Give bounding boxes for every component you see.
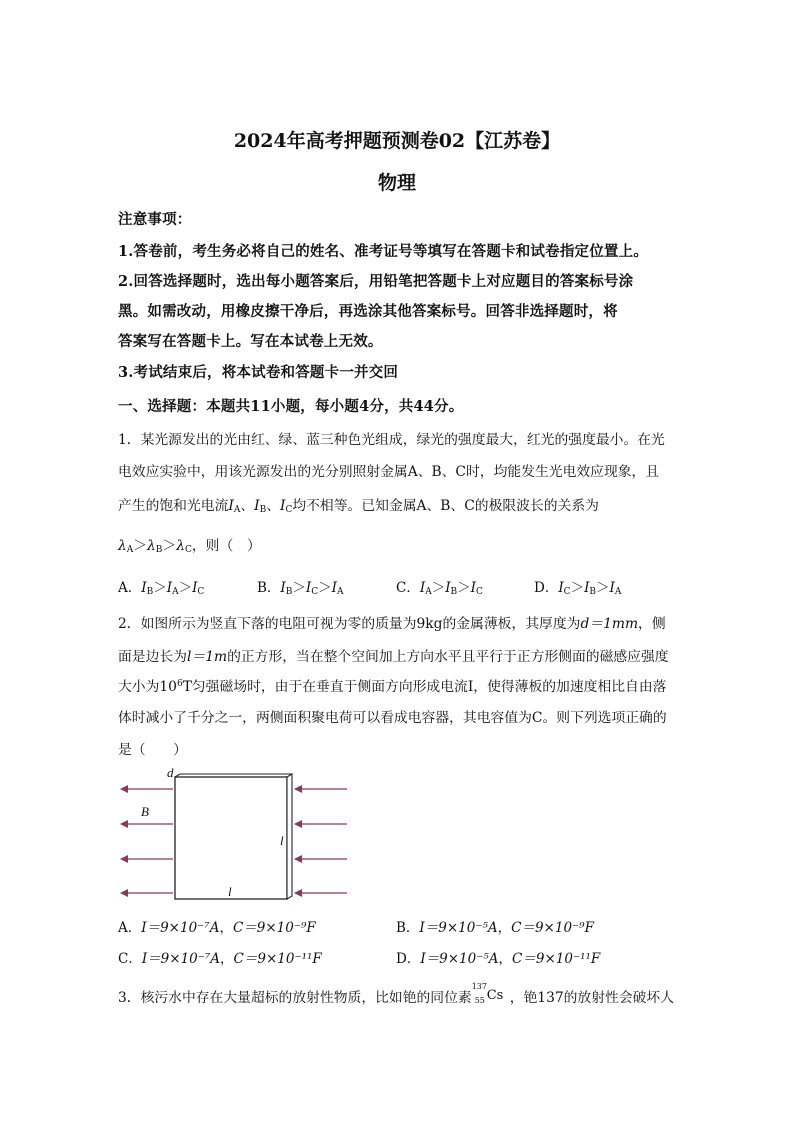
q3-line1: 3．核污水中存在大量超标的放射性物质，比如铯的同位素 137 55 Cs ，铯137的放射性会破坏人 xyxy=(118,982,675,1006)
section-heading: 一、选择题：本题共11小题，每小题4分，共44分。 xyxy=(118,398,464,415)
q1-line3-post: 均不相等。已知金属A、B、C的极限波长的关系为 xyxy=(292,498,599,514)
notice-heading: 注意事项： xyxy=(118,211,192,228)
q2-side-eq: l＝1m xyxy=(186,649,228,665)
q1-line2: 电效应实验中，用该光源发出的光分别照射金属A、B、C时，均能发生光电效应现象，且 xyxy=(118,464,660,480)
q2-option-b: B．I＝9×10⁻⁵A，C＝9×10⁻⁹F xyxy=(396,920,594,936)
notice-item-2: 2.回答选择题时，选出每小题答案后，用铅笔把答题卡上对应题目的答案标号涂 xyxy=(118,273,634,290)
q2-line5: 是（ ） xyxy=(118,742,187,758)
q1-line3: 产生的饱和光电流$I_A$、$I_B$、$I_C$均不相等。已知金属A、B、C的极限波长的关系为 xyxy=(118,498,599,515)
q1-line4: $\lambda_A>\lambda_B>\lambda_C$，则（ ） xyxy=(118,538,261,555)
label-l-right: l xyxy=(280,833,284,848)
q1-line4-post: ，则（ ） xyxy=(191,538,261,554)
q2-option-c: C．I＝9×10⁻⁷A，C＝9×10⁻¹¹F xyxy=(118,951,322,967)
notice-item-2-cont2: 答案写在答题卡上。写在本试卷上无效。 xyxy=(118,333,383,350)
notice-item-3: 3.考试结束后，将本试卷和答题卡一并交回 xyxy=(118,364,399,381)
notice-item-2-cont: 黑。如需改动，用橡皮擦干净后，再选涂其他答案标号。回答非选择题时，将 xyxy=(118,303,618,320)
notice-item-1: 1.答卷前，考生务必将自己的姓名、准考证号等填写在答题卡和试卷指定位置上。 xyxy=(118,243,649,260)
q1-option-a: A．$I_B>I_A>I_C$ xyxy=(118,580,205,597)
q1-option-c: C．$I_A>I_B>I_C$ xyxy=(396,580,483,597)
q2-diagram xyxy=(115,765,355,910)
label-d: d xyxy=(167,765,174,780)
metal-plate-side xyxy=(287,774,292,899)
q1-option-d: D．$I_C>I_B>I_A$ xyxy=(534,580,622,597)
page-title: 2024年高考押题预测卷02【江苏卷】 xyxy=(233,130,561,152)
q2-option-a: A．I＝9×10⁻⁷A，C＝9×10⁻⁹F xyxy=(118,920,316,936)
q2-line3: 大小为$10^6T$匀强磁场时，由于在垂直于侧面方向形成电流I，使得薄板的加速度相比自由落 xyxy=(118,679,667,695)
q2-thickness-eq: d＝1mm xyxy=(580,616,639,632)
metal-plate-front xyxy=(175,777,287,899)
q2-option-d: D．I＝9×10⁻⁵A，C＝9×10⁻¹¹F xyxy=(396,951,601,967)
q1-line1: 1．某光源发出的光由红、绿、蓝三种色光组成，绿光的强度最大，红光的强度最小。在光 xyxy=(118,432,665,448)
label-b: B xyxy=(141,804,149,819)
q1-option-b: B．$I_B>I_C>I_A$ xyxy=(257,580,344,597)
label-l-bottom: l xyxy=(228,884,232,899)
isotope-notation: 137 55 Cs xyxy=(471,982,504,1005)
q2-line4: 体时减小了千分之一，两侧面积聚电荷可以看成电容器，其电容值为C。则下列选项正确的 xyxy=(118,710,667,726)
q2-line2: 面是边长为l＝1m的正方形，当在整个空间加上方向水平且平行于正方形侧面的磁感应强度 xyxy=(118,649,669,665)
q2-line1: 2．如图所示为竖直下落的电阻可视为零的质量为9kg的金属薄板，其厚度为d＝1mm，侧 xyxy=(118,616,666,632)
page-subject: 物理 xyxy=(377,172,416,194)
q1-line3-pre: 产生的饱和光电流 xyxy=(118,498,229,514)
